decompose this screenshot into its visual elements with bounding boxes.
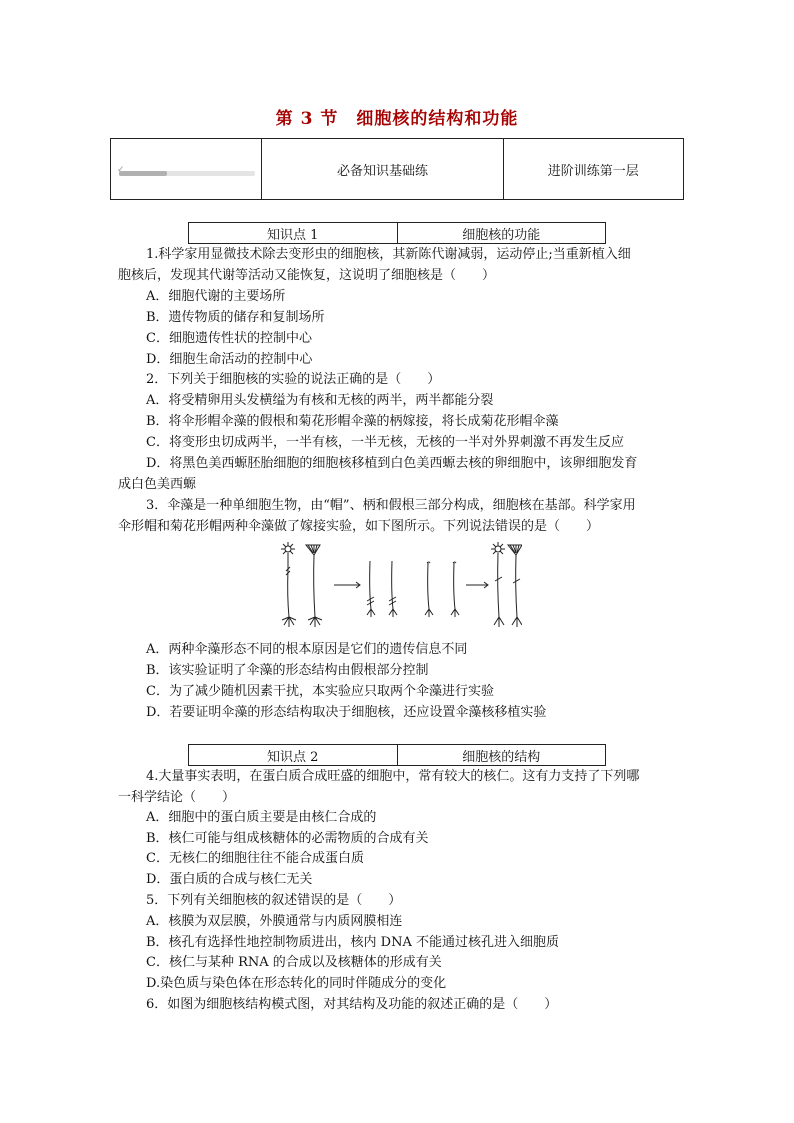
q2-option-d-line1: D．将黑色美西螈胚胎细胞的细胞核移植到白色美西螈去核的卵细胞中，该卵细胞发育 — [146, 456, 638, 471]
q1-stem-line1: 1.科学家用显微技术除去变形虫的细胞核，其新陈代谢减弱，运动停止;当重新植入细 — [146, 247, 631, 262]
q4-option-a: A．细胞中的蛋白质主要是由核仁合成的 — [146, 810, 377, 825]
kp1-name: 细胞核的功能 — [462, 227, 541, 243]
q3-stem-line2: 伞形帽和菊花形帽两种伞藻做了嫁接实验，如下图所示。下列说法错误的是（ ） — [118, 519, 600, 534]
q5-stem: 5．下列有关细胞核的叙述错误的是（ ） — [146, 893, 402, 908]
section-header-table — [110, 138, 684, 200]
q4-option-d: D．蛋白质的合成与核仁无关 — [146, 872, 313, 887]
acetabularia-grafting-figure — [272, 541, 522, 633]
kp2-label: 知识点 2 — [189, 745, 398, 765]
chrysanthemum-cap-plant — [281, 542, 296, 627]
progress-cell — [111, 139, 262, 199]
q2-option-c: C．将变形虫切成两半，一半有核，一半无核，无核的一半对外界刺激不再发生反应 — [146, 435, 624, 450]
check-icon: ✓ — [117, 165, 125, 175]
q5-option-c: C．核仁与某种 RNA 的合成以及核糖体的形成有关 — [146, 955, 442, 970]
q1-stem-line2: 胞核后，发现其代谢等活动又能恢复，这说明了细胞核是（ ） — [118, 268, 496, 283]
grafted-stalk-2 — [389, 561, 397, 617]
q4-option-b: B．核仁可能与组成核糖体的必需物质的合成有关 — [146, 831, 429, 846]
q4-stem-line1: 4.大量事实表明，在蛋白质合成旺盛的细胞中，常有较大的核仁。这有力支持了下列哪 — [146, 769, 640, 784]
kp2-name: 细胞核的结构 — [462, 749, 541, 765]
q4-stem-line2: 一科学结论（ ） — [118, 790, 236, 805]
q5-option-b: B．核孔有选择性地控制物质进出，核内 DNA 不能通过核孔进入细胞质 — [146, 935, 560, 950]
knowledge-point-2-bar — [188, 744, 606, 766]
regrown-stalk-2 — [451, 562, 459, 617]
q1-option-c: C．细胞遗传性状的控制中心 — [146, 331, 312, 346]
q3-option-a: A．两种伞藻形态不同的根本原因是它们的遗传信息不同 — [146, 642, 468, 657]
q3-option-d: D．若要证明伞藻的形态结构取决于细胞核，还应设置伞藻核移植实验 — [146, 705, 547, 720]
q3-option-b: B．该实验证明了伞藻的形态结构由假根部分控制 — [146, 663, 429, 678]
q6-stem: 6．如图为细胞核结构模式图，对其结构及功能的叙述正确的是（ ） — [146, 997, 558, 1012]
page-title: 第 3 节 细胞核的结构和功能 — [275, 109, 519, 129]
q2-option-a: A．将受精卵用头发横缢为有核和无核的两半，两半都能分裂 — [146, 393, 494, 408]
umbrella-cap-plant — [306, 545, 322, 627]
q2-option-d-line2: 成白色美西螈 — [118, 477, 197, 492]
knowledge-point-1-bar — [188, 222, 606, 244]
q2-option-b: B．将伞形帽伞藻的假根和菊花形帽伞藻的柄嫁接，将长成菊花形帽伞藻 — [146, 414, 559, 429]
progress-bar — [117, 165, 255, 176]
q2-stem: 2．下列关于细胞核的实验的说法正确的是（ ） — [146, 372, 441, 387]
q4-option-c: C．无核仁的细胞往往不能合成蛋白质 — [146, 851, 364, 866]
arrow-1-icon — [334, 582, 360, 588]
result-umbrella-plant — [508, 545, 522, 627]
q1-option-a: A．细胞代谢的主要场所 — [146, 289, 286, 304]
grafted-stalk-1 — [367, 561, 375, 617]
q5-option-d: D.染色质与染色体在形态转化的同时伴随成分的变化 — [146, 976, 447, 991]
q3-stem-line1: 3．伞藻是一种单细胞生物，由“帽”、柄和假根三部分构成，细胞核在基部。科学家用 — [146, 498, 636, 513]
progress-fill — [119, 171, 167, 176]
q5-option-a: A．核膜为双层膜，外膜通常与内质网膜相连 — [146, 914, 403, 929]
kp1-label: 知识点 1 — [189, 223, 398, 243]
q3-option-c: C．为了减少随机因素干扰，本实验应只取两个伞藻进行实验 — [146, 684, 494, 699]
header-basic-practice: 必备知识基础练 — [262, 139, 503, 199]
header-advanced-level: 进阶训练第一层 — [547, 163, 639, 179]
q1-option-d: D．细胞生命活动的控制中心 — [146, 352, 313, 367]
q1-option-b: B．遗传物质的储存和复制场所 — [146, 310, 325, 325]
regrown-stalk-1 — [425, 562, 433, 617]
result-chrysanthemum-plant — [491, 542, 505, 627]
arrow-2-icon — [466, 582, 488, 588]
